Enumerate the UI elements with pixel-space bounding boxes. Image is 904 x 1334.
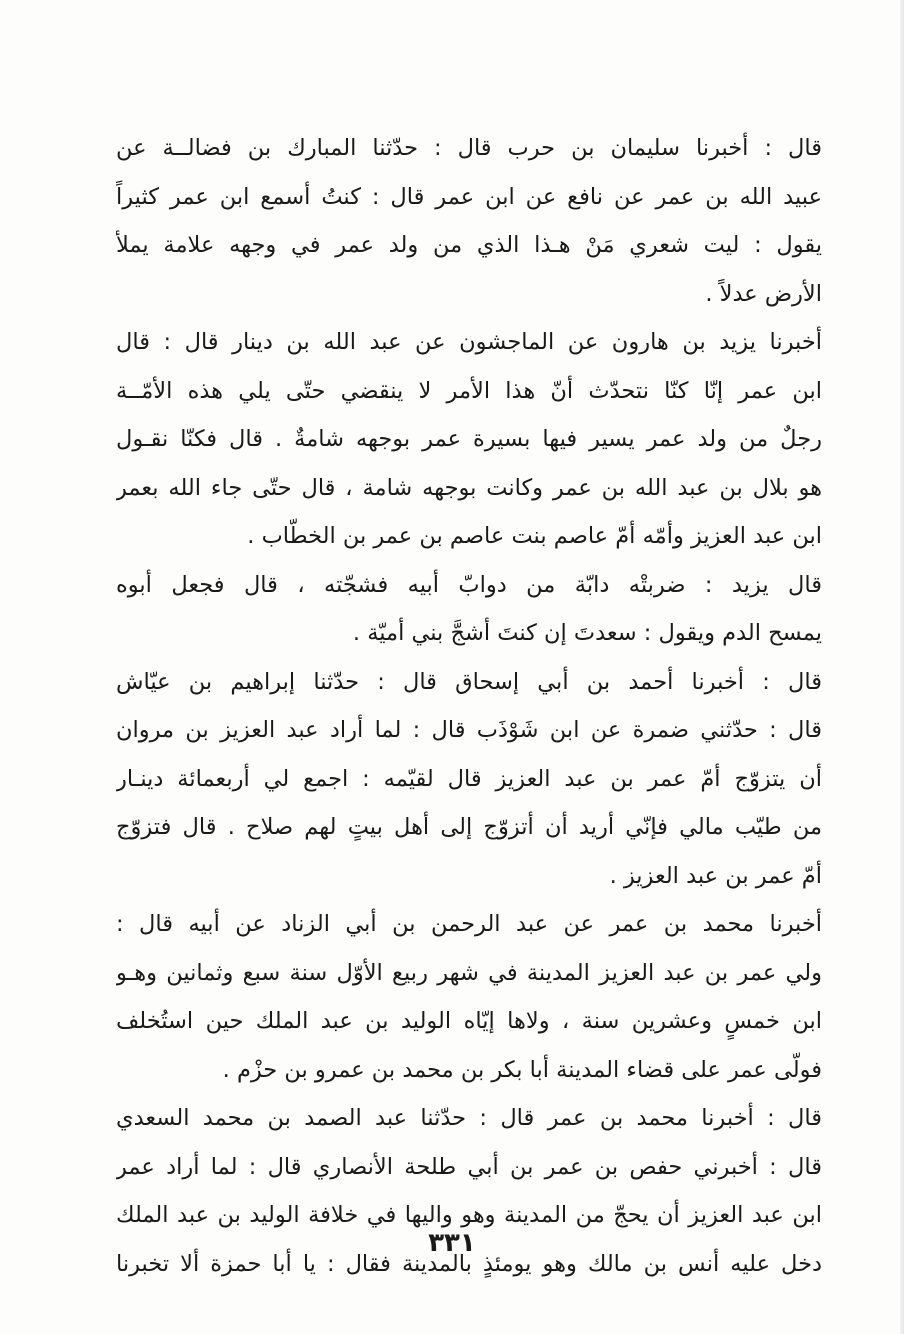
text-line: أخبرنا محمد بن عمر عن عبد الرحمن بن أبي الزناد عن أبيه قال : (116, 911, 822, 937)
text-line: قال يزيد : ضربتْه دابّة من دوابّ أبيه فشجّته ، قال فجعل أبوه (116, 571, 822, 598)
text-line: يمسح الدم ويقول : سعدتَ إن كنتَ أشجَّ بني أميّة . (352, 620, 822, 646)
text-line: رجلٌ من ولد عمر يسير فيها بسيرة عمر بوجهه شامةٌ . قال فكنّا نقـول (116, 426, 822, 452)
text-line: قال : أخبرني حفص بن عمر بن أبي طلحة الأنصاري قال : لما أراد عمر (116, 1153, 822, 1180)
text-line: قال : حدّثني ضمرة عن ابن شَوْذَب قال : لما أراد عبد العزيز بن مروان (116, 717, 822, 743)
text-line: الأرض عدلاً . (705, 280, 822, 307)
text-line: ولي عمر بن عبد العزيز المدينة في شهر ربيع الأوّل سنة سبع وثمانين وهـو (116, 959, 822, 986)
text-line: أخبرنا يزيد بن هارون عن الماجشون عن عبد الله بن دينار قال : قال (116, 329, 822, 355)
text-line: دخل عليه أنس بن مالك وهو يومئذٍ بالمدينة فقال : يا أبا حمزة ألا تخبرنا (116, 1250, 822, 1277)
page-number: ٣٣١ (428, 1228, 476, 1258)
text-line: يقول : ليت شعري مَنْ هـذا الذي من ولد عمر في وجهه علامة يملأ (116, 232, 822, 258)
text-line: أن يتزوّج أمّ عمر بن عبد العزيز قال لقيّمه : اجمع لي أربعمائة دينـار (116, 765, 822, 792)
page-edge (900, 0, 904, 1334)
text-line: قال : أخبرنا أحمد بن أبي إسحاق قال : حدّثنا إبراهيم بن عيّاش (116, 668, 822, 695)
text-line: ابن عبد العزيز وأمّه أمّ عاصم بنت عاصم بن عمر بن الخطّاب . (247, 523, 822, 549)
text-line: ابن عبد العزيز أن يحجّ من المدينة وهو واليها في خلافة الوليد بن عبد الملك (116, 1202, 822, 1228)
text-line: ابن خمسٍ وعشرين سنة ، ولاها إيّاه الوليد بن عبد الملك حين استُخلف (116, 1008, 822, 1034)
text-line: قال : أخبرنا محمد بن عمر قال : حدّثنا عبد الصمد بن محمد السعدي (116, 1105, 822, 1131)
text-line: من طيّب مالي فإنّي أريد أن أتزوّج إلى أهل بيتٍ لهم صلاح . قال فتزوّج (116, 814, 822, 840)
text-line: هو بلال بن عبد الله بن عمر وكانت بوجهه شامة ، قال حتّى جاء الله بعمر (116, 474, 822, 501)
body-text (116, 124, 822, 1288)
text-line: أمّ عمر بن عبد العزيز . (609, 862, 822, 889)
text-line: فولّى عمر على قضاء المدينة أبا بكر بن محمد بن عمرو بن حزْم . (222, 1056, 822, 1083)
text-line: عبيد الله بن عمر عن نافع عن ابن عمر قال : كنتُ أسمع ابن عمر كثيراً (116, 183, 822, 210)
text-line: قال : أخبرنا سليمان بن حرب قال : حدّثنا المبارك بن فضالــة عن (116, 135, 822, 161)
text-line: ابن عمر إنّا كنّا نتحدّث أنّ هذا الأمر لا ينقضي حتّى يلي هذه الأمّــة (116, 377, 822, 404)
